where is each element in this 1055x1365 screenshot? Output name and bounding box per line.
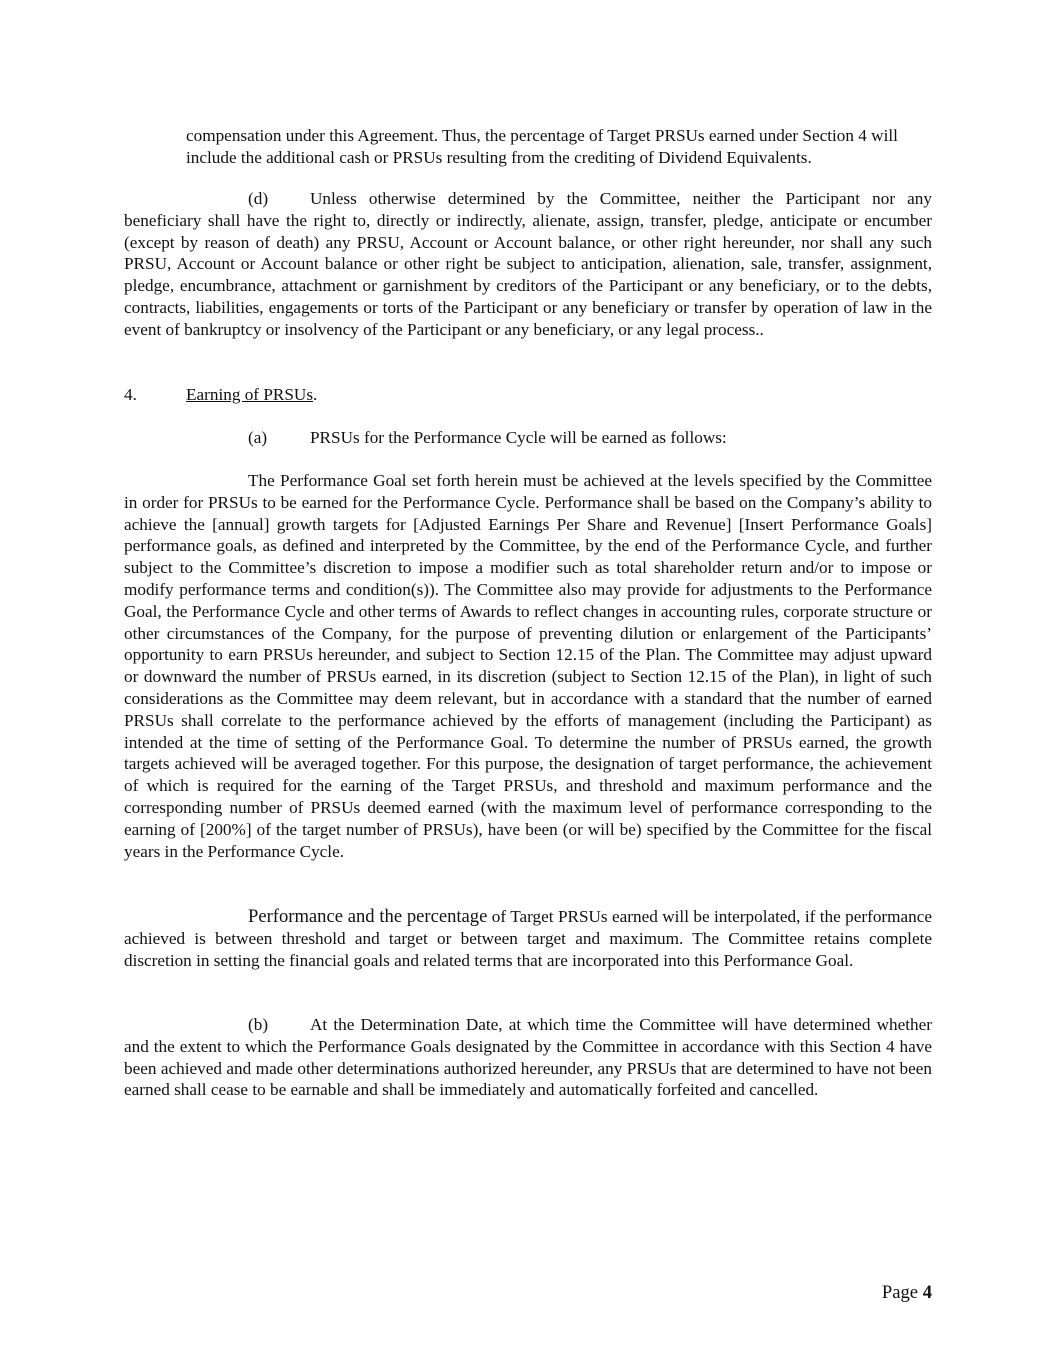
section-title-period: . <box>313 385 318 404</box>
page-label: Page <box>881 1282 919 1303</box>
paragraph-b-text: At the Determination Date, at which time the Committee will have determined whether and the extent to which the Performance Goals designated by the Committee in accordance with this Section 4 have been achieved and made other determinations authorized hereunder, any PRSUs that are determined to have not been earned shall cease to be earnable and shall be immediately and automatically forfeited and cancelled. <box>124 1015 932 1100</box>
interpolation-text: of Target PRSUs earned will be interpolated, if the performance achieved is between threshold and target or between target and maximum. The Committee retains complete discretion in setting the financial goals and related terms that are incorporated into this Performance Goal. <box>124 907 932 970</box>
section-title: Earning of PRSUs <box>186 385 314 404</box>
paragraph-a-text: PRSUs for the Performance Cycle will be earned as follows: <box>310 428 727 447</box>
paragraph-a <box>248 427 727 449</box>
interpolation-lead: Performance and the percentage <box>248 906 488 927</box>
paragraph-d-text: Unless otherwise determined by the Committee, neither the Participant nor any beneficiary shall have the right to, directly or indirectly, alienate, assign, transfer, pledge, anticipate or encumber (except by reason of death) any PRSU, Account or Account balance, or other right hereunder, nor shall any such PRSU, Account or Account balance or other right be subject to anticipation, alienation, sale, transfer, assignment, pledge, encumbrance, attachment or garnishment by creditors of the Participant or any beneficiary, or to the debts, contracts, liabilities, engagements or torts of the Participant or any beneficiary or transfer by operation of law in the event of bankruptcy or insolvency of the Participant or any beneficiary, or any legal process.. <box>124 189 932 339</box>
continuation-text: compensation under this Agreement. Thus, the percentage of Target PRSUs earned under Section 4 will include the additional cash or PRSUs resulting from the crediting of Dividend Equivalents. <box>186 126 898 167</box>
page-number: 4 <box>922 1282 932 1303</box>
page-footer <box>882 1282 932 1304</box>
performance-goal-paragraph <box>124 470 932 862</box>
paragraph-b <box>124 1014 932 1101</box>
paragraph-b-label: (b) <box>248 1015 269 1034</box>
performance-goal-text: The Performance Goal set forth herein must be achieved at the levels specified by the Committee in order for PRSUs to be earned for the Performance Cycle. Performance shall be based on the Company’s ability to achieve the [annual] growth targets for [Adjusted Earnings Per Share and Revenue] [Insert Performance Goals] performance goals, as defined and interpreted by the Committee, by the end of the Performance Cycle, and further subject to the Committee’s discretion to impose a modifier such as total shareholder return and/or to impose or modify performance terms and condition(s)). The Committee also may provide for adjustments to the Performance Goal, the Performance Cycle and other terms of Awards to reflect changes in accounting rules, corporate structure or other circumstances of the Company, for the purpose of preventing dilution or enlargement of the Participants’ opportunity to earn PRSUs hereunder, and subject to Section 12.15 of the Plan. The Committee may adjust upward or downward the number of PRSUs earned, in its discretion (subject to Section 12.15 of the Plan), in light of such considerations as the Committee may deem relevant, but in accordance with a standard that the number of earned PRSUs shall correlate to the performance achieved by the efforts of management (including the Participant) as intended at the time of setting of the Performance Goal. To determine the number of PRSUs earned, the growth targets achieved will be averaged together. For this purpose, the designation of target performance, the achievement of which is required for the earning of the Target PRSUs, and threshold and maximum performance and the corresponding number of PRSUs deemed earned (with the maximum level of performance corresponding to the earning of [200%] of the target number of PRSUs), have been (or will be) specified by the Committee for the fiscal years in the Performance Cycle. <box>124 471 932 861</box>
paragraph-d-label: (d) <box>248 189 269 208</box>
paragraph-d <box>124 188 932 341</box>
section-number: 4. <box>124 385 137 404</box>
section-4-heading <box>124 384 932 406</box>
continuation-paragraph <box>186 125 932 169</box>
interpolation-paragraph <box>124 906 932 971</box>
paragraph-a-label: (a) <box>248 428 268 447</box>
